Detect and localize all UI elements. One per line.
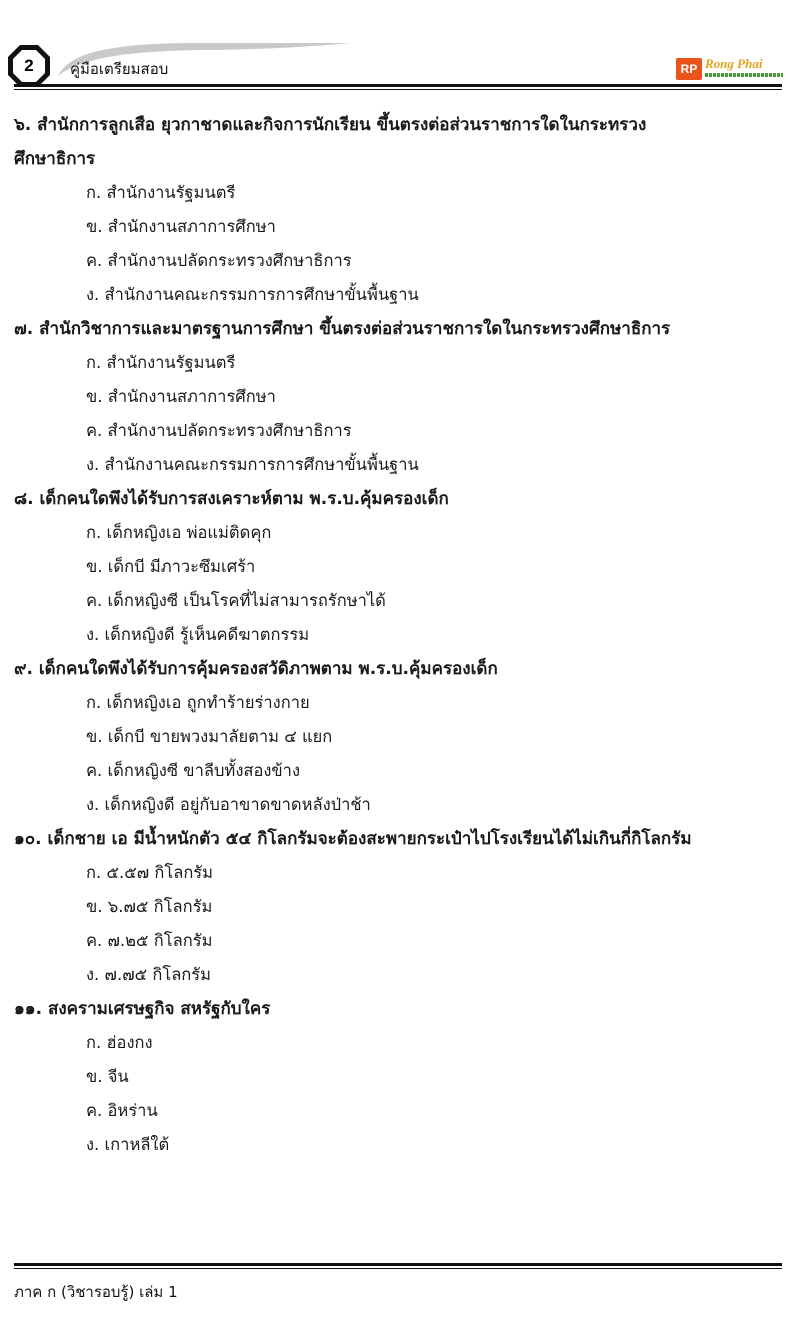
header-divider [14,84,782,87]
choice-item: ข. สำนักงานสภาการศึกษา [86,387,276,406]
choice-item: ก. สำนักงานรัฐมนตรี [86,353,236,372]
choice-item: ค. เด็กหญิงซี เป็นโรคที่ไม่สามารถรักษาได้ [86,591,386,610]
choice-item: ง. เด็กหญิงดี อยู่กับอาขาดขาดหลังป่าช้า [86,795,371,814]
choice-item: ง. สำนักงานคณะกรรมการการศึกษาขั้นพื้นฐาน [86,455,419,474]
choice-item: ค. สำนักงานปลัดกระทรวงศึกษาธิการ [86,421,352,440]
question-text: ๑๐. เด็กชาย เอ มีน้ำหนักตัว ๕๔ กิโลกรัมจะต้องสะพายกระเป๋าไปโรงเรียนได้ไม่เกินกี่กิโลกรัม [14,829,692,849]
footer-text: ภาค ก (วิชารอบรู้) เล่ม 1 [14,1283,178,1301]
question-text: ๖. สำนักการลูกเสือ ยุวกาชาดและกิจการนักเรียน ขึ้นตรงต่อส่วนราชการใดในกระทรวงศึกษาธิการ [14,115,647,169]
choice-item: ก. เด็กหญิงเอ ถูกทำร้ายร่างกาย [86,693,310,712]
choice-item: ข. สำนักงานสภาการศึกษา [86,217,276,236]
choice-item: ง. เด็กหญิงดี รู้เห็นคดีฆาตกรรม [86,625,310,644]
choice-list [14,516,794,652]
header-divider-thin [14,89,782,90]
choice-list [14,346,794,482]
logo-text: Rong Phai [705,56,763,71]
choice-item: ง. สำนักงานคณะกรรมการการศึกษาขั้นพื้นฐาน [86,285,419,304]
question-list [14,108,794,1162]
choice-item: ค. สำนักงานปลัดกระทรวงศึกษาธิการ [86,251,352,270]
page-number: 2 [24,56,34,75]
choice-item: ค. ๗.๒๕ กิโลกรัม [86,931,213,950]
question-text: ๙. เด็กคนใดพึงได้รับการคุ้มครองสวัดิภาพตาม พ.ร.บ.คุ้มครองเด็ก [14,659,498,679]
choice-item: ข. จีน [86,1067,129,1086]
choice-item: ก. เด็กหญิงเอ พ่อแม่ติดคุก [86,523,272,542]
question-block [14,652,794,822]
logo-mark: RP [676,58,702,80]
choice-item: ก. สำนักงานรัฐมนตรี [86,183,236,202]
footer-divider [14,1263,782,1266]
choice-item: ค. เด็กหญิงซี ขาลีบทั้งสองข้าง [86,761,301,780]
choice-list [14,1026,794,1162]
choice-item: ค. อิหร่าน [86,1101,158,1120]
choice-list [14,176,794,312]
choice-item: ข. เด็กบี ขายพวงมาลัยตาม ๔ แยก [86,727,333,746]
page-number-badge [7,44,51,88]
choice-list [14,686,794,822]
question-text: ๗. สำนักวิชาการและมาตรฐานการศึกษา ขึ้นตรงต่อส่วนราชการใดในกระทรวงศึกษาธิการ [14,319,671,339]
question-text: ๑๑. สงครามเศรษฐกิจ สหรัฐกับใคร [14,999,271,1019]
choice-item: ข. ๖.๗๕ กิโลกรัม [86,897,213,916]
page-header [0,0,800,95]
header-title: คู่มือเตรียมสอบ [70,60,169,78]
question-block [14,992,794,1162]
logo-underline-decoration [705,73,783,77]
question-block [14,312,794,482]
choice-item: ข. เด็กบี มีภาวะซึมเศร้า [86,557,256,576]
choice-item: ง. เกาหลีใต้ [86,1135,170,1154]
choice-list [14,856,794,992]
question-text: ๘. เด็กคนใดพึงได้รับการสงเคราะห์ตาม พ.ร.บ.คุ้มครองเด็ก [14,489,449,509]
footer-divider-thin [14,1268,782,1269]
publisher-logo [676,54,786,84]
question-block [14,482,794,652]
question-block [14,822,794,992]
choice-item: ก. ๕.๕๗ กิโลกรัม [86,863,214,882]
choice-item: ง. ๗.๗๕ กิโลกรัม [86,965,212,984]
choice-item: ก. ฮ่องกง [86,1033,153,1052]
question-block [14,108,794,312]
